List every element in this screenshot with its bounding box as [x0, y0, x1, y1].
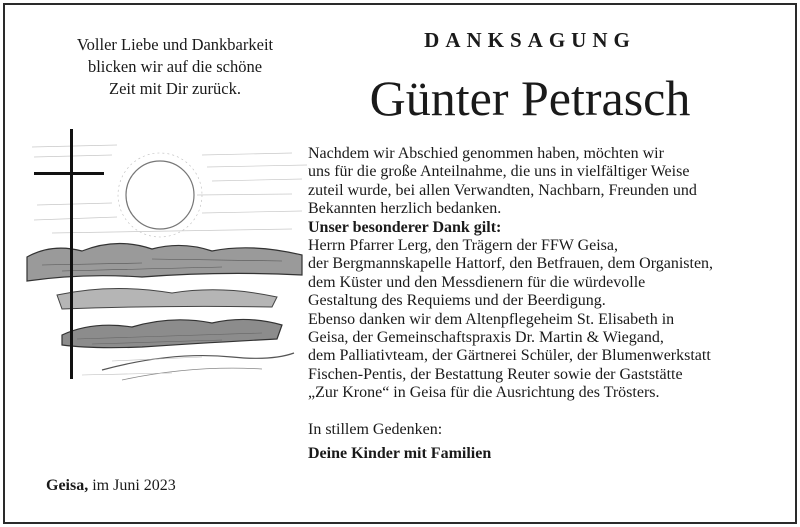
motto-line: blicken wir auf die schöne	[87, 57, 263, 76]
date: im Juni 2023	[92, 477, 176, 494]
motto-line: Voller Liebe und Dankbarkeit	[76, 35, 274, 54]
deceased-name: Günter Petrasch	[369, 70, 691, 126]
intro-line: zuteil wurde, bei allen Verwandten, Nachbarn, Freunden und	[308, 181, 697, 199]
motto-line: Zeit mit Dir zurück.	[109, 79, 241, 98]
intro-line: Bekannten herzlich bedanken.	[308, 200, 502, 218]
intro-line: uns für die große Anteilnahme, die uns in vielfältiger Weise	[308, 163, 690, 181]
thanks-line: Ebenso danken wir dem Altenpflegeheim St. Elisabeth in	[308, 310, 675, 328]
intro-line: Nachdem wir Abschied genommen haben, möchten wir	[308, 145, 664, 162]
place: Geisa,	[46, 477, 89, 494]
closing-line: In stillem Gedenken:	[308, 420, 443, 438]
place-date	[46, 477, 176, 495]
spacer	[308, 403, 778, 421]
thanks-line: der Bergmannskapelle Hattorf, den Betfrauen, dem Organisten,	[308, 255, 714, 273]
cross-landscape-icon	[22, 125, 314, 387]
thanks-line: Gestaltung des Requiems und der Beerdigung.	[308, 292, 606, 310]
special-thanks-label: Unser besonderer Dank gilt:	[308, 218, 502, 236]
thanks-line: „Zur Krone“ in Geisa für die Ausrichtung des Trösters.	[308, 384, 660, 402]
motto	[30, 34, 320, 100]
body-text	[308, 145, 778, 464]
thanks-line: Geisa, der Gemeinschaftspraxis Dr. Martin & Wiegand,	[308, 329, 664, 347]
signature: Deine Kinder mit Familien	[308, 445, 492, 463]
heading: DANKSAGUNG	[424, 28, 636, 52]
thanks-line: Fischen-Pentis, der Bestattung Reuter sowie der Gaststätte	[308, 365, 683, 383]
thanks-line: dem Palliativteam, der Gärtnerei Schüler, der Blumenwerkstatt	[308, 347, 711, 365]
thanks-line: Herrn Pfarrer Lerg, den Trägern der FFW Geisa,	[308, 237, 618, 255]
thanks-line: dem Küster und den Messdienern für die würdevolle	[308, 273, 646, 291]
